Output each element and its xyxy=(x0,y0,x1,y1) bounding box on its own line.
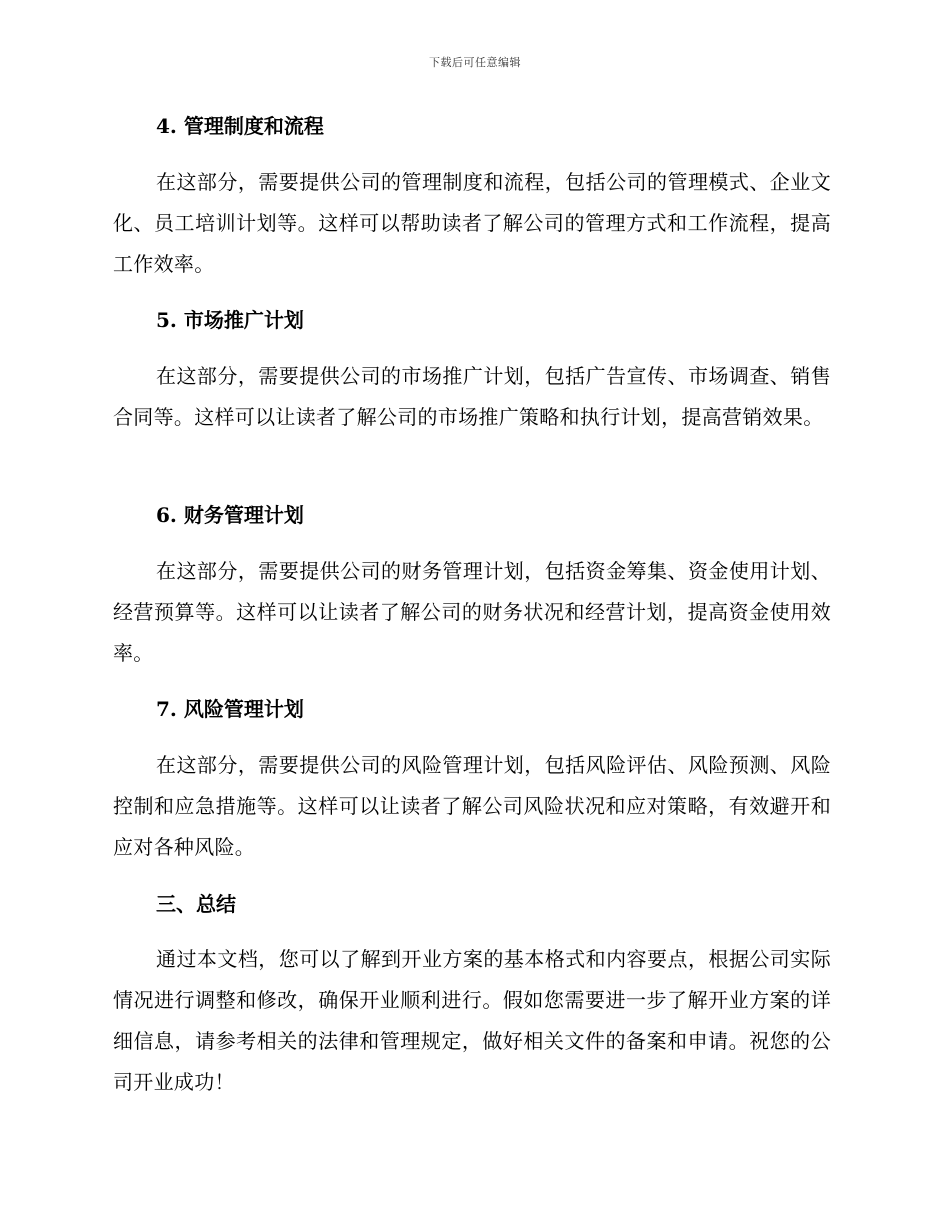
section-heading-marketing: 5. 市场推广计划 xyxy=(156,308,304,332)
section-heading-risk: 7. 风险管理计划 xyxy=(156,697,304,721)
section-paragraph-management: 在这部分，需要提供公司的管理制度和流程，包括公司的管理模式、企业文化、员工培训计划等。这样可以帮助读者了解公司的管理方式和工作流程，提高工作效率。 xyxy=(113,170,831,276)
section-paragraph-summary: 通过本文档，您可以了解到开业方案的基本格式和内容要点，根据公司实际情况进行调整和修改，确保开业顺利进行。假如您需要进一步了解开业方案的详细信息，请参考相关的法律和管理规定，做好相关文件的备案和申请。祝您的公司开业成功！ xyxy=(113,947,831,1094)
section-heading-management: 4. 管理制度和流程 xyxy=(156,114,324,138)
section-paragraph-risk: 在这部分，需要提供公司的风险管理计划，包括风险评估、风险预测、风险控制和应急措施等。这样可以让读者了解公司风险状况和应对策略，有效避开和应对各种风险。 xyxy=(113,753,831,859)
page-header: 下载后可任意编辑 xyxy=(429,56,521,69)
section-heading-finance: 6. 财务管理计划 xyxy=(156,503,304,527)
section-heading-summary: 三、总结 xyxy=(156,892,236,916)
section-paragraph-marketing: 在这部分，需要提供公司的市场推广计划，包括广告宣传、市场调查、销售合同等。这样可以让读者了解公司的市场推广策略和执行计划，提高营销效果。 xyxy=(113,364,831,429)
section-paragraph-finance: 在这部分，需要提供公司的财务管理计划，包括资金筹集、资金使用计划、经营预算等。这样可以让读者了解公司的财务状况和经营计划，提高资金使用效率。 xyxy=(113,559,831,665)
